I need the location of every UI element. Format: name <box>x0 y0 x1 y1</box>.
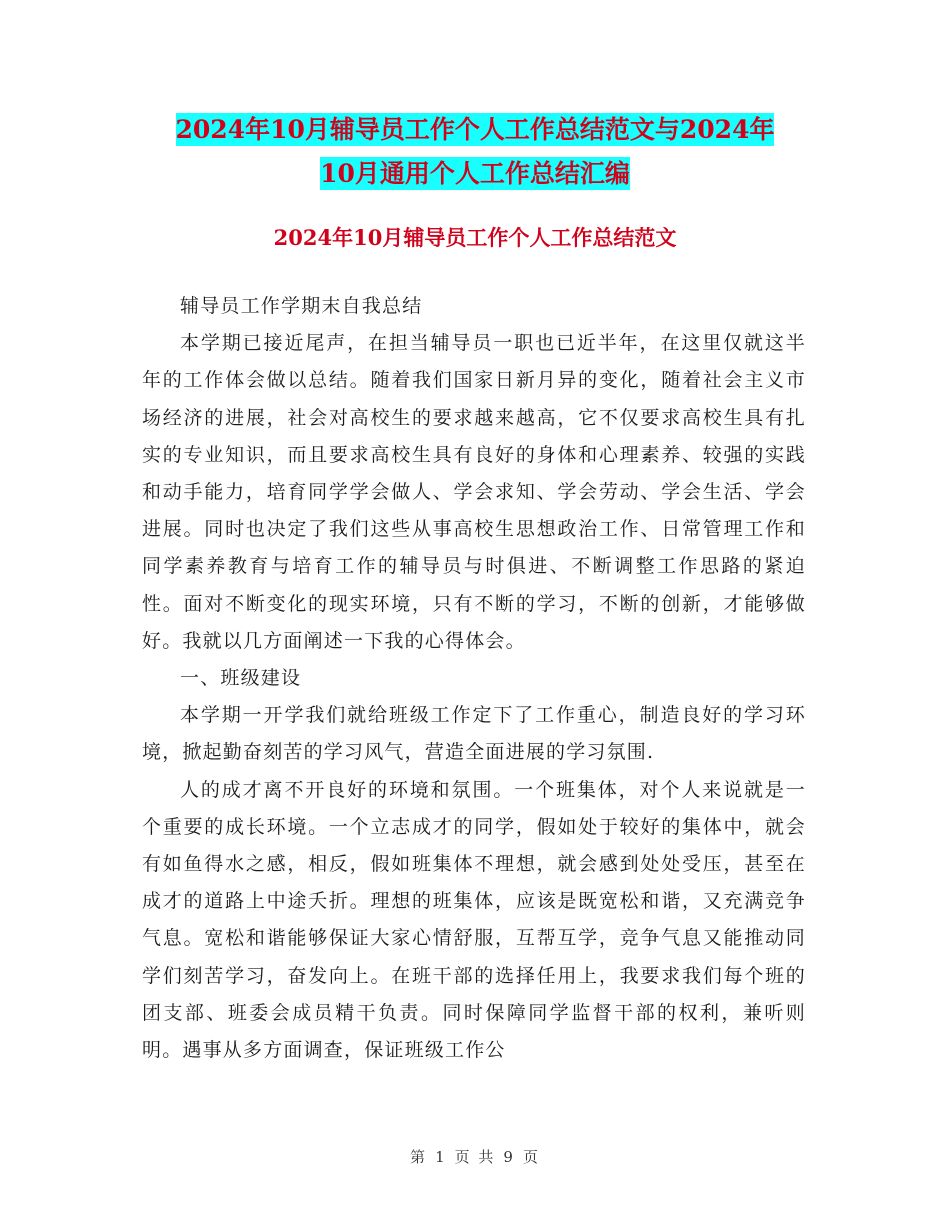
footer-middle: 页 共 <box>454 1148 496 1166</box>
page-footer <box>0 1146 950 1167</box>
title-highlight-1: 2024年10月辅导员工作个人工作总结范文与2024年 <box>175 115 775 144</box>
footer-total-pages: 9 <box>503 1148 515 1166</box>
title-highlight-2: 10月通用个人工作总结汇编 <box>320 159 630 188</box>
footer-page-number: 1 <box>435 1148 447 1166</box>
paragraph-heading: 一、班级建设 <box>180 667 302 690</box>
section-title: 2024年10月辅导员工作个人工作总结范文 <box>273 225 677 250</box>
document-body <box>142 288 806 1069</box>
paragraph: 本学期已接近尾声，在担当辅导员一职也已近半年，在这里仅就这半年的工作体会做以总结。随着我们国家日新月异的变化，随着社会主义市场经济的进展，社会对高校生的要求越来越高，它不仅要求高校生具有扎实的专业知识，而且要求高校生具有良好的身体和心理素养、较强的实践和动手能力，培育同学学会做人、学会求知、学会劳动、学会生活、学会进展。同时也决定了我们这些从事高校生思想政治工作、日常管理工作和同学素养教育与培育工作的辅导员与时俱进、不断调整工作思路的紧迫性。面对不断变化的现实环境，只有不断的学习，不断的创新，才能够做好。我就以几方面阐述一下我的心得体会。 <box>142 332 806 652</box>
document-title-line-1 <box>140 106 810 154</box>
footer-suffix: 页 <box>522 1148 540 1166</box>
paragraph: 人的成才离不开良好的环境和氛围。一个班集体，对个人来说就是一个重要的成长环境。一个立志成才的同学，假如处于较好的集体中，就会有如鱼得水之感，相反，假如班集体不理想，就会感到处处受压，甚至在成才的道路上中途夭折。理想的班集体，应该是既宽松和谐，又充满竞争气息。宽松和谐能够保证大家心情舒服，互帮互学，竞争气息又能推动同学们刻苦学习，奋发向上。在班干部的选择任用上，我要求我们每个班的团支部、班委会成员精干负责。同时保障同学监督干部的权利，兼听则明。遇事从多方面调查，保证班级工作公 <box>142 778 806 1062</box>
paragraph-heading: 辅导员工作学期末自我总结 <box>180 295 423 317</box>
paragraph: 本学期一开学我们就给班级工作定下了工作重心，制造良好的学习环境，掀起勤奋刻苦的学习风气，营造全面进展的学习氛围. <box>142 704 806 764</box>
footer-prefix: 第 <box>410 1148 428 1166</box>
document-title-line-2 <box>140 150 810 198</box>
